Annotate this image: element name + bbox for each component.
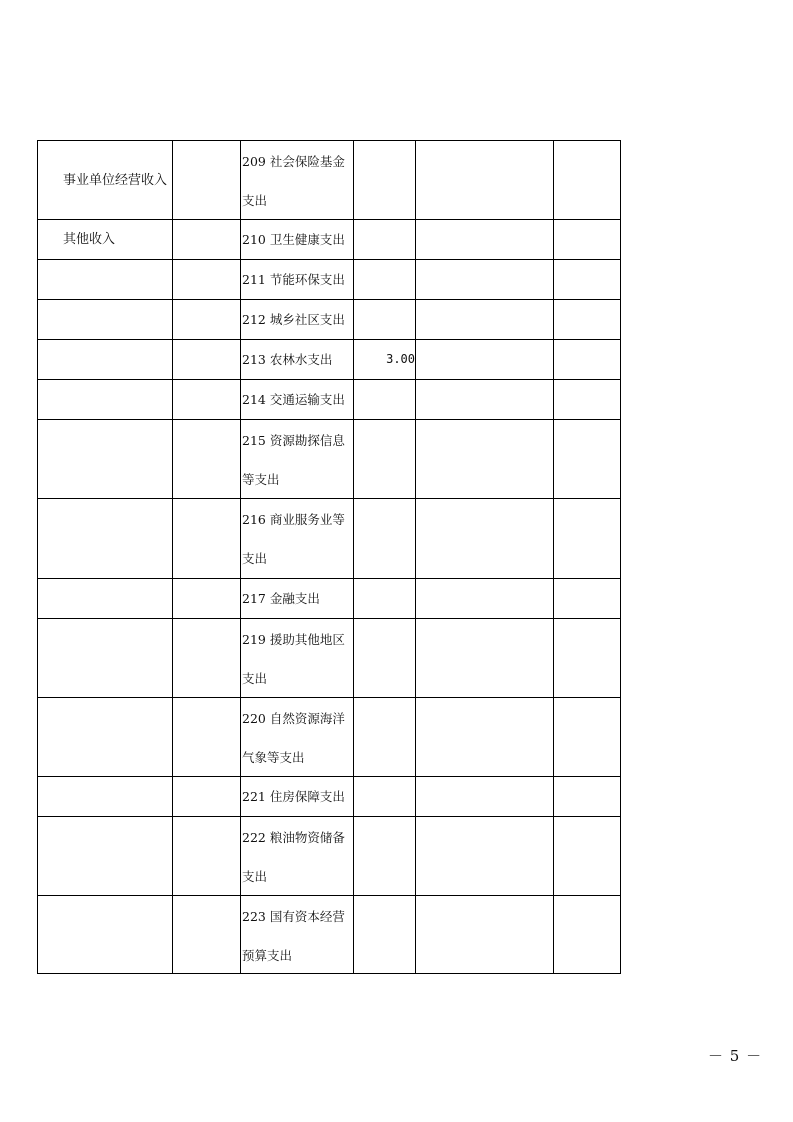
- table-row: [37, 895, 621, 973]
- table-row: [37, 140, 621, 219]
- expense-line: 222 粮油物资储备: [242, 830, 345, 845]
- expense-item-cell: [242, 340, 354, 379]
- table-row: [37, 419, 621, 498]
- expense-line: 等支出: [242, 472, 280, 487]
- expense-line: 215 资源勘探信息: [242, 433, 345, 448]
- expense-line: 支出: [242, 671, 268, 686]
- table-row: [37, 498, 621, 578]
- expense-line: 221 住房保障支出: [242, 789, 345, 804]
- table-row: [37, 776, 621, 816]
- expense-line: 支出: [242, 193, 268, 208]
- expense-item-cell: [242, 380, 354, 419]
- expense-line: 211 节能环保支出: [242, 272, 345, 287]
- expense-item-cell: [242, 620, 354, 698]
- table-row: [37, 259, 621, 299]
- amount-cell: 3.00: [386, 352, 415, 366]
- expense-item-cell: [242, 421, 354, 499]
- income-cell: 事业单位经营收入: [63, 173, 168, 188]
- table-row: [37, 618, 621, 697]
- expense-item-cell: [242, 500, 354, 578]
- expense-line: 223 国有资本经营: [242, 909, 345, 924]
- table-row: [37, 816, 621, 895]
- expense-item-cell: [242, 777, 354, 816]
- table-row: [37, 299, 621, 339]
- expense-line: 210 卫生健康支出: [242, 232, 345, 247]
- table-row: [37, 578, 621, 618]
- expense-item-cell: [242, 818, 354, 896]
- expense-line: 214 交通运输支出: [242, 392, 345, 407]
- expense-item-cell: [242, 260, 354, 299]
- table-row: [37, 219, 621, 259]
- expense-line: 预算支出: [242, 948, 293, 963]
- expense-line: 219 援助其他地区: [242, 632, 345, 647]
- expense-line: 212 城乡社区支出: [242, 312, 345, 327]
- expense-item-cell: [242, 897, 354, 975]
- expense-item-cell: [242, 300, 354, 339]
- expense-line: 220 自然资源海洋: [242, 711, 345, 726]
- expense-item-cell: [242, 142, 354, 220]
- expense-line: 支出: [242, 551, 268, 566]
- expense-line: 217 金融支出: [242, 591, 320, 606]
- expense-item-cell: [242, 699, 354, 777]
- table-row: [37, 697, 621, 776]
- income-cell: 其他收入: [63, 232, 116, 247]
- expense-line: 气象等支出: [242, 750, 305, 765]
- expense-item-cell: [242, 220, 354, 259]
- table-row: [37, 339, 621, 379]
- page-number: － 5 －: [708, 1047, 763, 1065]
- expense-item-cell: [242, 579, 354, 618]
- expense-line: 213 农林水支出: [242, 352, 333, 367]
- table-row: [37, 379, 621, 419]
- expense-line: 216 商业服务业等: [242, 512, 345, 527]
- expense-line: 209 社会保险基金: [242, 154, 345, 169]
- expense-line: 支出: [242, 869, 268, 884]
